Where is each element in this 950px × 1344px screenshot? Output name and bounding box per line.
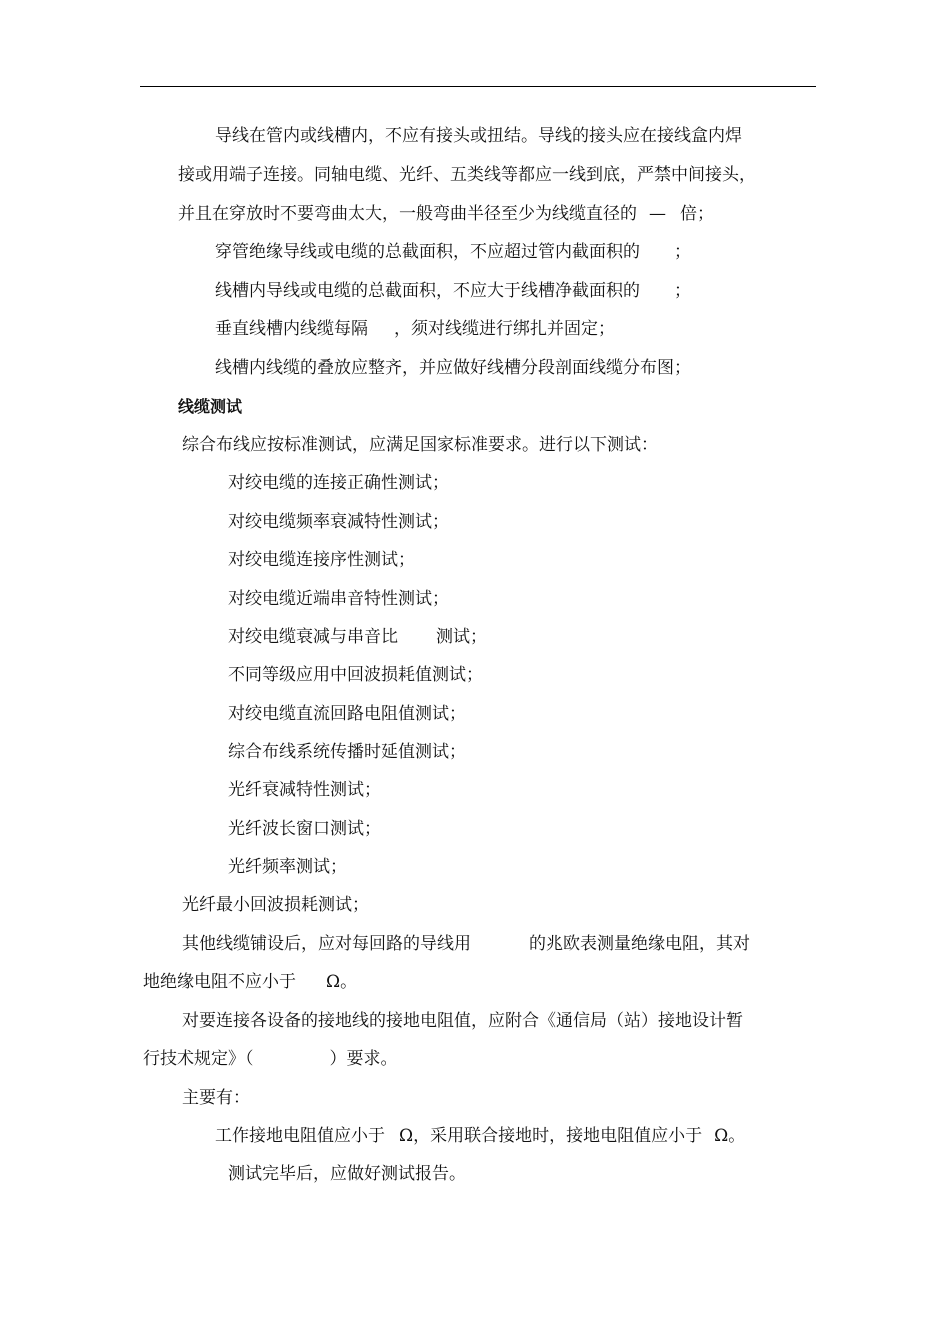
test-item: 对绞电缆频率衰减特性测试； — [228, 512, 449, 532]
list-item — [215, 240, 691, 264]
paragraph-line — [182, 1009, 743, 1033]
paragraph-line — [143, 1047, 398, 1071]
paragraph-line — [182, 932, 750, 956]
text: 接或用端子连接。同轴电缆、光纤、五类线等都应一线到底，严禁中间接头， — [178, 165, 756, 185]
text: 对要连接各设备的接地线的接地电阻值，应附合《通信局（站）接地设计暂 — [182, 1011, 743, 1031]
text: 对绞电缆衰减与串音比 — [228, 627, 398, 647]
text: 倍； — [680, 204, 714, 224]
text: 其他线缆铺设后，应对每回路的导线用 — [182, 934, 471, 954]
list-item — [215, 356, 691, 380]
list-item — [215, 317, 615, 341]
text: 导线在管内或线槽内，不应有接头或扭结。导线的接头应在接线盒内焊 — [215, 126, 742, 146]
test-item: 光纤波长窗口测试； — [228, 819, 381, 839]
list-item — [215, 279, 691, 303]
text: ，须对线缆进行绑扎并固定； — [394, 319, 615, 339]
text: 行技术规定》（ — [143, 1049, 254, 1069]
paragraph-line — [215, 1124, 745, 1148]
text: 线槽内线缆的叠放应整齐，并应做好线槽分段剖面线缆分布图； — [215, 358, 691, 378]
text: Ω。 — [714, 1126, 746, 1146]
test-item: 对绞电缆直流回路电阻值测试； — [228, 704, 466, 724]
test-item: 不同等级应用中回波损耗值测试； — [228, 665, 483, 685]
text: 地绝缘电阻不应小于 — [143, 972, 296, 992]
header-rule — [140, 86, 816, 87]
text: Ω。 — [326, 972, 358, 992]
text: 的兆欧表测量绝缘电阻，其对 — [529, 934, 750, 954]
text: 垂直线槽内线缆每隔 — [215, 319, 368, 339]
test-item: 对绞电缆的连接正确性测试； — [228, 473, 449, 493]
text: 线槽内导线或电缆的总截面积，不应大于线槽净截面积的 — [215, 281, 640, 301]
test-item: 光纤频率测试； — [228, 857, 347, 877]
text: 并且在穿放时不要弯曲太大，一般弯曲半径至少为线缆直径的 — [178, 204, 637, 224]
test-item: 综合布线系统传播时延值测试； — [228, 742, 466, 762]
text: ）要求。 — [329, 1049, 398, 1069]
test-item: 光纤最小回波损耗测试； — [182, 895, 369, 915]
text: ； — [674, 242, 691, 262]
section-title: 线缆测试 — [178, 397, 243, 416]
paragraph-line — [215, 124, 742, 148]
text: ； — [674, 281, 691, 301]
text: 测试； — [436, 627, 487, 647]
paragraph-line — [143, 970, 357, 994]
text: Ω，采用联合接地时，接地电阻值应小于 — [399, 1126, 703, 1146]
paragraph-line — [178, 163, 756, 187]
report-text: 测试完毕后，应做好测试报告。 — [228, 1164, 466, 1184]
test-item — [228, 625, 487, 649]
text: — — [649, 204, 666, 224]
test-item: 对绞电缆连接序性测试； — [228, 550, 415, 570]
main-label: 主要有： — [182, 1088, 250, 1108]
text: 工作接地电阻值应小于 — [215, 1126, 385, 1146]
test-item: 光纤衰减特性测试； — [228, 780, 381, 800]
text: 穿管绝缘导线或电缆的总截面积，不应超过管内截面积的 — [215, 242, 640, 262]
paragraph-line — [178, 202, 714, 226]
intro-text: 综合布线应按标准测试，应满足国家标准要求。进行以下测试： — [182, 435, 658, 455]
test-item: 对绞电缆近端串音特性测试； — [228, 589, 449, 609]
